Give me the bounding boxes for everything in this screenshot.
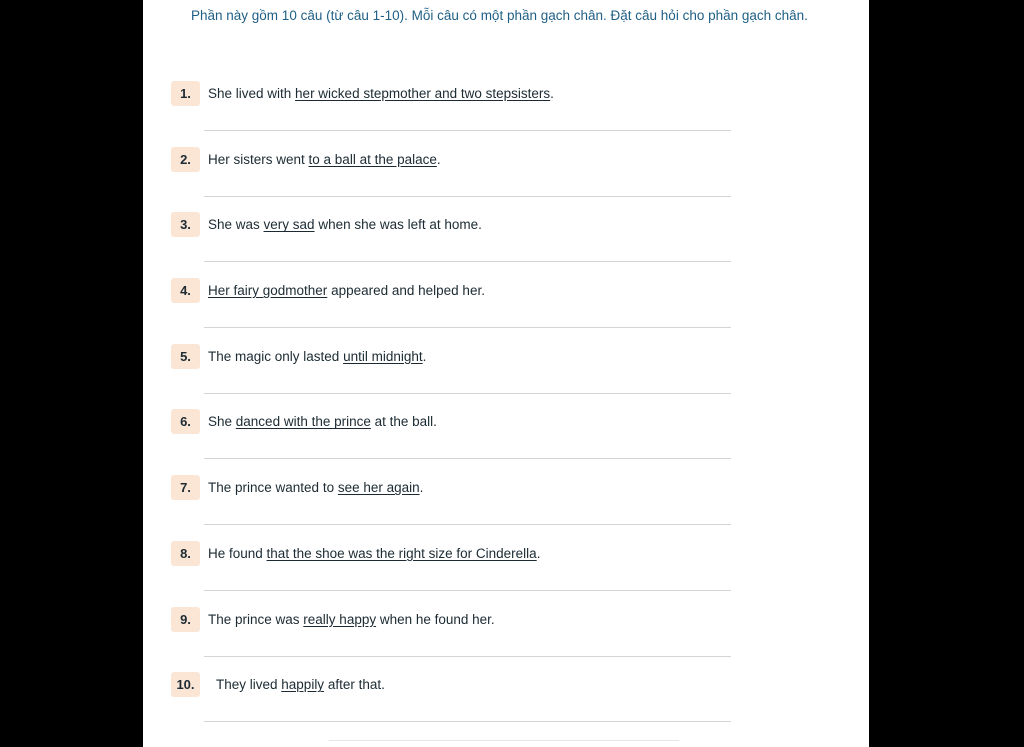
question-number: 7. [171,475,200,500]
question-number: 4. [171,278,200,303]
question-number: 2. [171,147,200,172]
underlined-phrase: really happy [303,611,377,627]
sentence-text: He found [208,545,267,561]
sentence-text: . [422,348,427,364]
question-item [143,605,869,671]
underlined-phrase: very sad [263,217,315,233]
question-sentence [208,475,423,500]
question-sentence [208,344,426,369]
question-item [143,276,869,342]
question-item [143,407,869,473]
sentence-text: after that. [324,677,385,693]
answer-line[interactable] [204,721,731,722]
underlined-phrase: happily [281,677,325,693]
sentence-text: Her sisters went [208,151,309,167]
answer-line[interactable] [204,393,731,394]
answer-line[interactable] [204,590,731,591]
question-sentence [208,212,482,237]
instruction-text: Phần này gồm 10 câu (từ câu 1-10). Mỗi câu có một phần gạch chân. Đặt câu hỏi cho phần gạch chân. [191,8,808,23]
sentence-text: . [436,151,441,167]
question-item [143,79,869,145]
page-divider [329,740,679,741]
question-item [143,210,869,276]
underlined-phrase: danced with the prince [235,414,371,430]
sentence-text: when he found her. [376,611,495,627]
question-item [143,670,869,736]
question-sentence [208,81,554,106]
question-item [143,145,869,211]
question-sentence [208,147,441,172]
question-item [143,539,869,605]
answer-line[interactable] [204,327,731,328]
question-list [143,79,869,736]
underlined-phrase: until midnight [343,348,423,364]
sentence-text: at the ball. [370,414,437,430]
answer-line[interactable] [204,524,731,525]
question-number: 6. [171,409,200,434]
underlined-phrase: to a ball at the palace [308,151,437,167]
sentence-text: appeared and helped her. [327,283,485,299]
answer-line[interactable] [204,458,731,459]
underlined-phrase: her wicked stepmother and two stepsisters [295,86,551,101]
sentence-text: The magic only lasted [208,348,344,364]
question-sentence [208,541,540,566]
answer-line[interactable] [204,261,731,262]
sentence-text: She lived with [208,86,296,101]
answer-line[interactable] [204,656,731,657]
sentence-text: She was [208,217,264,233]
sentence-text: The prince wanted to [208,480,338,496]
question-number: 5. [171,344,200,369]
sentence-text: She [208,414,236,430]
question-number: 8. [171,541,200,566]
question-number: 9. [171,607,200,632]
sentence-text: . [550,86,554,101]
sentence-text: They lived [216,677,282,693]
question-number: 10. [171,672,200,697]
question-item [143,342,869,408]
underlined-phrase: see her again [337,480,420,496]
sentence-text: when she was left at home. [314,217,482,233]
worksheet-page [143,0,869,747]
sentence-text: . [419,480,424,496]
question-sentence [216,672,385,697]
question-item [143,473,869,539]
underlined-phrase: that the shoe was the right size for Cinderella [266,545,537,561]
question-number: 3. [171,212,200,237]
underlined-phrase: Her fairy godmother [208,283,328,299]
sentence-text: The prince was [208,611,304,627]
question-number: 1. [171,81,200,106]
question-sentence [208,409,437,434]
sentence-text: . [536,545,541,561]
question-sentence [208,278,485,303]
answer-line[interactable] [204,130,731,131]
question-sentence [208,607,495,632]
answer-line[interactable] [204,196,731,197]
